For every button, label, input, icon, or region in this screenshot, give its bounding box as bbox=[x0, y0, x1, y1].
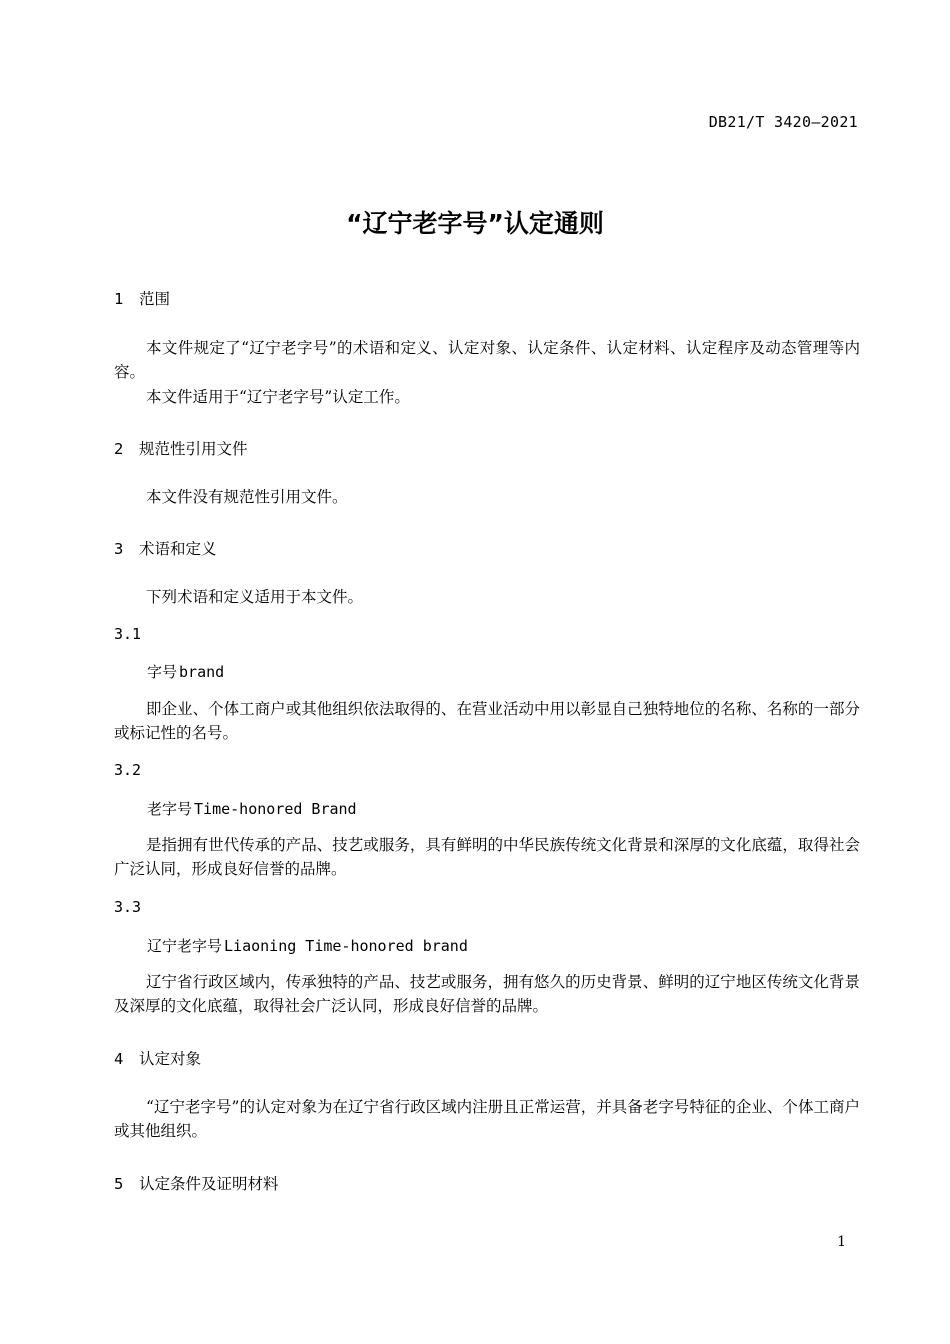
paragraph-scope-2: 本文件适用于“辽宁老字号”认定工作。 bbox=[146, 388, 410, 406]
term-number: 3.1 bbox=[114, 625, 142, 643]
term-chinese: 辽宁老字号 bbox=[147, 937, 223, 955]
section-title: 认定条件及证明材料 bbox=[139, 1175, 279, 1193]
paragraph-references: 本文件没有规范性引用文件。 bbox=[146, 488, 348, 506]
term-heading bbox=[147, 798, 357, 819]
section-heading-references bbox=[114, 437, 248, 459]
term-definition: 辽宁省行政区域内，传承独特的产品、技艺或服务，拥有悠久的历史背景、鲜明的辽宁地区传统文化背景及深厚的文化底蕴，取得社会广泛认同，形成良好信誉的品牌。 bbox=[114, 973, 860, 1015]
section-heading-object bbox=[114, 1047, 201, 1069]
paragraph-scope-1: 本文件规定了“辽宁老字号”的术语和定义、认定对象、认定条件、认定材料、认定程序及动态管理等内容。 bbox=[114, 339, 860, 381]
section-title: 术语和定义 bbox=[139, 540, 217, 558]
section-number: 4 bbox=[114, 1050, 124, 1068]
term-chinese: 字号 bbox=[147, 663, 178, 681]
term-heading bbox=[147, 661, 224, 682]
paragraph-terms-intro: 下列术语和定义适用于本文件。 bbox=[146, 588, 364, 606]
page-number: 1 bbox=[837, 1234, 846, 1250]
term-definition: 即企业、个体工商户或其他组织依法取得的、在营业活动中用以彰显自己独特地位的名称、名称的一部分或标记性的名号。 bbox=[114, 700, 860, 742]
term-number: 3.2 bbox=[114, 761, 142, 779]
term-english: Liaoning Time-honored brand bbox=[224, 937, 468, 955]
document-number: DB21/T 3420—2021 bbox=[708, 113, 858, 131]
section-number: 2 bbox=[114, 440, 124, 458]
term-number: 3.3 bbox=[114, 898, 142, 916]
paragraph-object: “辽宁老字号”的认定对象为在辽宁省行政区域内注册且正常运营，并具备老字号特征的企业、个体工商户或其他组织。 bbox=[114, 1098, 860, 1140]
document-title: “辽宁老字号”认定通则 bbox=[346, 209, 604, 238]
section-title: 范围 bbox=[139, 290, 171, 308]
section-heading-terms bbox=[114, 537, 217, 559]
term-heading bbox=[147, 935, 468, 956]
term-chinese: 老字号 bbox=[147, 800, 193, 818]
term-english: brand bbox=[179, 663, 225, 681]
section-number: 3 bbox=[114, 540, 124, 558]
section-number: 5 bbox=[114, 1175, 124, 1193]
section-heading-scope bbox=[114, 287, 170, 309]
section-heading-conditions bbox=[114, 1172, 279, 1194]
section-number: 1 bbox=[114, 290, 124, 308]
term-english: Time-honored Brand bbox=[194, 800, 357, 818]
section-title: 认定对象 bbox=[139, 1050, 202, 1068]
section-title: 规范性引用文件 bbox=[139, 440, 248, 458]
term-definition: 是指拥有世代传承的产品、技艺或服务，具有鲜明的中华民族传统文化背景和深厚的文化底蕴，取得社会广泛认同，形成良好信誉的品牌。 bbox=[114, 836, 860, 878]
